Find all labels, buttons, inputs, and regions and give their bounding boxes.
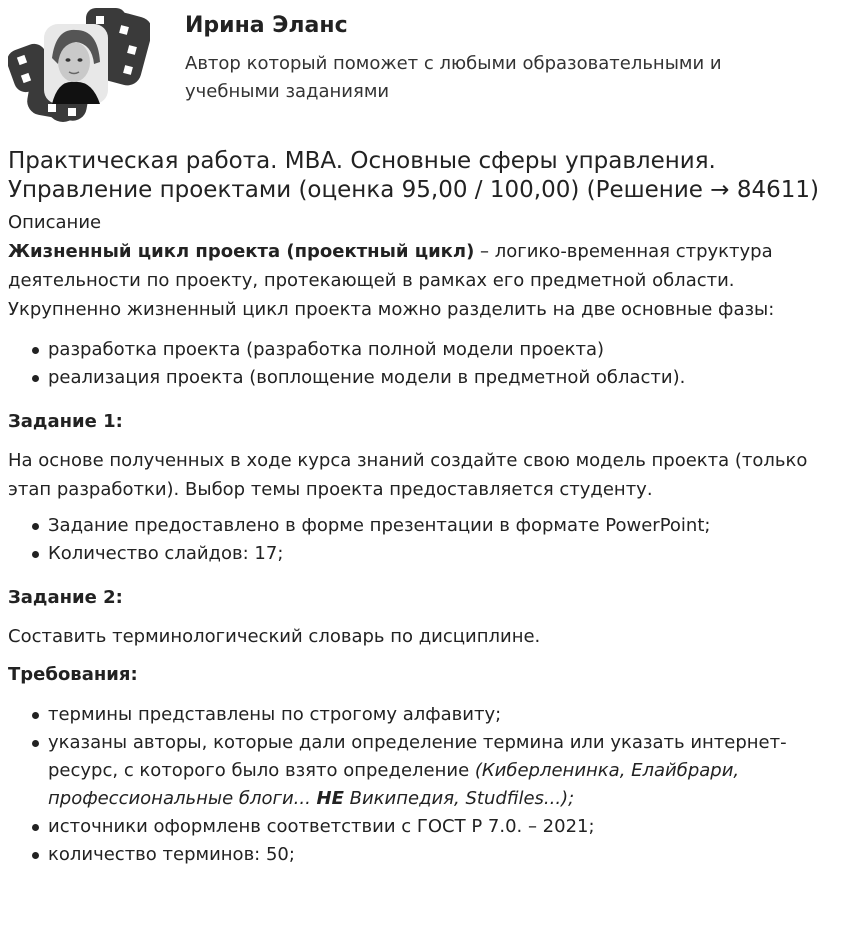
task1-text: На основе полученных в ходе курса знаний создайте свою модель проекта (только этап разработки). Выбор темы проекта предоставляется студенту. xyxy=(8,450,808,500)
list-item: термины представлены по строгому алфавиту; xyxy=(8,701,840,729)
task2-text: Составить терминологический словарь по дисциплине. xyxy=(8,626,541,647)
list-item: разработка проекта (разработка полной модели проекта) xyxy=(8,336,840,364)
requirement-examples: (Киберленинка, Елайбрари, профессиональные блоги... xyxy=(48,760,740,809)
phases-list xyxy=(8,336,840,392)
requirement-text: указаны авторы, которые дали определение термина или указать интернет-ресурс, с которого было взято определение xyxy=(48,732,787,781)
list-item: источники оформленв соответствии с ГОСТ Р 7.0. – 2021; xyxy=(8,813,840,841)
task2-heading: Задание 2: xyxy=(8,587,123,608)
author-description: Автор который поможет с любыми образовательными и учебными заданиями xyxy=(185,53,722,102)
list-item: реализация проекта (воплощение модели в предметной области). xyxy=(8,364,840,392)
intro-paragraph xyxy=(8,237,840,324)
requirement-excluded: Википедия, Studfiles...); xyxy=(343,788,575,809)
main-content xyxy=(8,147,840,869)
intro-definition: – логико-временная структура деятельности по проекту, протекающей в рамках его предметной области. Укрупненно жизненный цикл проекта можно разделить на две основные фазы: xyxy=(8,241,775,320)
author-avatar[interactable] xyxy=(8,6,150,124)
intro-term: Жизненный цикл проекта (проектный цикл) xyxy=(8,241,475,262)
description-label: Описание xyxy=(8,212,102,233)
list-item: Количество слайдов: 17; xyxy=(8,540,840,568)
task1-list xyxy=(8,512,840,568)
list-item: Задание предоставлено в форме презентации в формате PowerPoint; xyxy=(8,512,840,540)
requirements-heading: Требования: xyxy=(8,664,138,685)
task1-heading: Задание 1: xyxy=(8,411,123,432)
list-item: количество терминов: 50; xyxy=(8,841,840,869)
requirements-list xyxy=(8,701,840,869)
author-name[interactable]: Ирина Эланс xyxy=(185,13,348,38)
author-header xyxy=(0,0,847,130)
requirement-not: НЕ xyxy=(316,788,344,809)
avatar-film-frame-icon xyxy=(8,6,150,124)
page-title: Практическая работа. MBA. Основные сферы управления. Управление проектами (оценка 95,00 / 100,00) (Решение → 84611) xyxy=(8,148,819,203)
list-item-sources xyxy=(8,729,840,813)
